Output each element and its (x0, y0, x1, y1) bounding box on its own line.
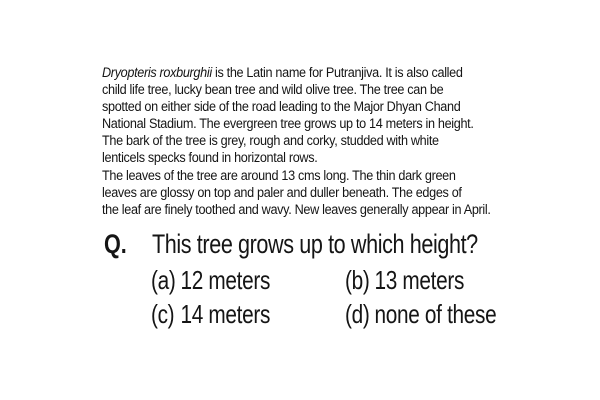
passage-line: The bark of the tree is grey, rough and corky, studded with white (102, 133, 439, 149)
passage-line (102, 64, 484, 81)
option-text: 13 meters (374, 265, 465, 295)
option-key: (b) (345, 265, 370, 295)
option-a[interactable] (151, 263, 270, 297)
option-b[interactable] (345, 263, 464, 297)
option-text: none of these (374, 299, 497, 329)
passage-line: National Stadium. The evergreen tree grows up to 14 meters in height. (102, 116, 474, 132)
question (104, 226, 478, 262)
question-text: This tree grows up to which height? (152, 229, 478, 259)
option-d[interactable] (345, 297, 496, 331)
passage-line: lenticels specks found in horizontal rows. (102, 150, 318, 166)
option-key: (d) (345, 299, 370, 329)
option-text: 14 meters (180, 299, 271, 329)
question-label: Q. (104, 229, 127, 259)
passage-line: The leaves of the tree are around 13 cms long. The thin dark green (102, 167, 456, 183)
passage-line: spotted on either side of the road leading to the Major Dhyan Chand (102, 99, 461, 115)
passage-line: the leaf are finely toothed and wavy. New leaves generally appear in April. (102, 201, 491, 217)
passage-line: child life tree, lucky bean tree and wild olive tree. The tree can be (102, 82, 444, 98)
option-key: (c) (151, 299, 175, 329)
passage (102, 64, 506, 218)
option-c[interactable] (151, 297, 270, 331)
latin-name: Dryopteris roxburghii (102, 65, 212, 80)
passage-line-text: is the Latin name for Putranjiva. It is also called (211, 65, 463, 80)
passage-line: leaves are glossy on top and paler and duller beneath. The edges of (102, 184, 462, 200)
option-key: (a) (151, 265, 176, 295)
option-text: 12 meters (180, 265, 271, 295)
